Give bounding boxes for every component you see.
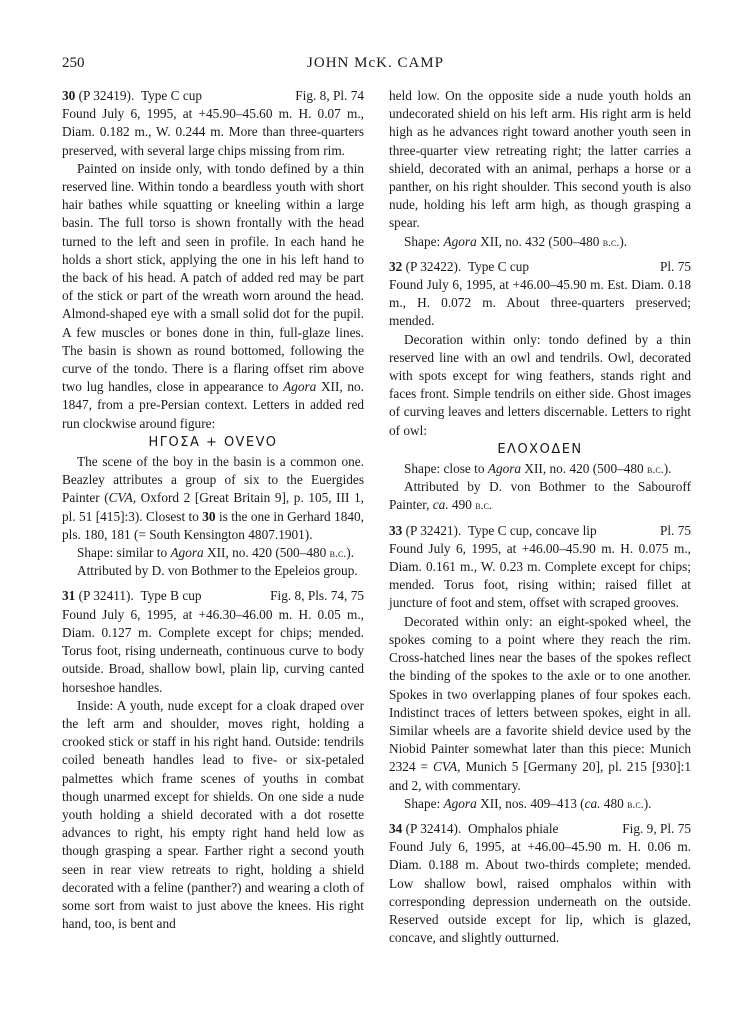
vessel-type: Omphalos phiale (467, 820, 559, 836)
figure-reference: Pl. 75 (659, 258, 691, 274)
vessel-type: Type C cup, concave lip (467, 522, 597, 538)
entry-32-attribution: Attributed by D. von Bothmer to the Sabouroff Painter, ca. 490 b.c. (389, 479, 691, 513)
entry-30-shape: Shape: similar to Agora XII, no. 420 (500–480 b.c.). (77, 545, 355, 561)
running-head: JOHN McK. CAMP (307, 55, 444, 71)
entry-number: 31 (62, 588, 76, 604)
entry-33-heading (389, 522, 691, 540)
left-column (62, 87, 364, 933)
inventory-number: (P 32422). (405, 258, 462, 274)
entry-30-findspot: Found July 6, 1995, at +45.90–45.60 m. H. 0.07 m., Diam. 0.182 m., W. 0.244 m. More than three-quarters preserved, with several large chips missing from rim. (62, 106, 364, 158)
entry-number: 33 (389, 522, 403, 538)
page-number: 250 (62, 55, 85, 71)
entry-30-commentary: The scene of the boy in the basin is a common one. Beazley attributes a group of six to the Euergides Painter (CVA, Oxford 2 [Great Britain 9], p. 105, III 1, pl. 51 [415]:3). Closest to 30 is the one in Gerhard 1840, pls. 180, 181 (= South Kensington 4807.1901). (62, 454, 365, 542)
entry-32-inscription: ΕΛΟΧΟΔΕΝ (497, 441, 583, 457)
figure-reference: Pl. 75 (659, 522, 691, 538)
entry-number: 34 (389, 820, 403, 836)
figure-reference: Fig. 9, Pl. 75 (622, 820, 691, 836)
inventory-number: (P 32419). (78, 88, 135, 103)
entry-31-heading (62, 587, 364, 605)
entry-31-description-continued: held low. On the opposite side a nude youth holds an undecorated shield on his left arm. His right arm is held high as he advances right toward another youth seen in three-quarter view retreating right; the latter carries a shield, decorated with an animal, perhaps a horse or a panther, on his right shoulder. This second youth is also nude, holding his left arm high, as though grasping a spear. (389, 88, 691, 231)
entry-30-attribution: Attributed by D. von Bothmer to the Epeleios group. (77, 563, 358, 579)
entry-33-findspot: Found July 6, 1995, at +46.00–45.90 m. H. 0.075 m., Diam. 0.161 m., W. 0.23 m. Complete except for chips; mended. Torus foot, rising within; raised fillet at juncture of foot and stem, offset with scraped grooves. (389, 540, 691, 611)
entry-33-description: Decorated within only: an eight-spoked wheel, the spokes coming to a point where they reach the rim. Cross-hatched lines near the bases of the spokes reflect the binding of the spokes to the axle or to one another. Spokes in two overlapping planes of four spokes each. Indistinct traces of letters between spokes, eight in all. Similar wheels are a favorite shield device used by the Niobid Painter somewhat later than this piece: Munich 2324 = CVA, Munich 5 [Germany 20], pl. 215 [930]:1 and 2, with commentary. (389, 613, 691, 793)
entry-32-description: Decoration within only: tondo defined by a thin reserved line with an owl and tendrils. Owl, decorated with spots except for wing feathers, stands right and faces front. Simple tendrils on either side. Ghost images of curving leaves and letters discernable. Letters to right of owl: (389, 331, 691, 438)
figure-reference: Fig. 8, Pls. 74, 75 (270, 588, 364, 604)
entry-32-shape: Shape: close to Agora XII, no. 420 (500–480 b.c.). (404, 461, 672, 477)
right-column (389, 87, 691, 947)
entry-31-description: Inside: A youth, nude except for a cloak draped over the left arm and shoulder, moves right, holding a crooked stick or staff in his right hand. Outside: tendrils coiled beneath handles lead to five- or six-petaled palmettes which frame scenes of youths in combat though unarmed except for shields. On one side a nude youth holding a shield decorated with a dot rosette advances to right, his empty right hand held low as though grasping a spear. Farther right a second youth seen in rear view retreats to right, holding a shield decorated with a feline (panther?) and wearing a cloth of some sort from waist to just above the knees. His right hand, too, is bent and (62, 697, 364, 932)
inventory-number: (P 32414). (405, 820, 462, 836)
inventory-number: (P 32411). (78, 588, 134, 604)
entry-33-shape: Shape: Agora XII, nos. 409–413 (ca. 480 b.c.). (404, 795, 652, 811)
figure-reference: Fig. 8, Pl. 74 (295, 88, 364, 103)
vessel-type: Type B cup (140, 588, 202, 604)
entry-30-heading (62, 87, 364, 105)
vessel-type: Type C cup (140, 88, 203, 103)
entry-number: 30 (62, 88, 76, 103)
entry-34-heading (389, 820, 691, 838)
entry-32-findspot: Found July 6, 1995, at +46.00–45.90 m. Est. Diam. 0.18 m., H. 0.072 m. About three-quarters preserved; mended. (389, 277, 691, 329)
vessel-type: Type C cup (467, 258, 530, 274)
entry-32-heading (389, 258, 691, 276)
entry-31-findspot: Found July 6, 1995, at +46.30–46.00 m. H. 0.05 m., Diam. 0.127 m. Complete except for chips; mended. Torus foot, rising underneath, continuous curve to body outside. Broad, shallow bowl, plain lip, curving canted horseshoe handles. (62, 606, 364, 695)
entry-30-inscription: HΓΟΣA + OVEVO (148, 434, 278, 450)
entry-number: 32 (389, 258, 403, 274)
inventory-number: (P 32421). (405, 522, 462, 538)
entry-31-shape: Shape: Agora XII, no. 432 (500–480 b.c.). (404, 233, 628, 249)
entry-30-description: Painted on inside only, with tondo defined by a thin reserved line. Within tondo a beardless youth with short hair bathes while squatting or kneeling within a large basin. The full torso is shown frontally with the head turned to the left and seen in profile. In each hand he holds a short stick, applying the one in his left hand to the back of his head. A patch of added red may be part of the stick or part of the wreath worn around the head. Almond-shaped eye with a small solid dot for the pupil. A few muscles or bones done in thin, full-glaze lines. The basin is shown as round bottomed, following the curve of the tondo. There is a flaring offset rim above two lug handles, close in appearance to Agora XII, no. 1847, from a pre-Persian context. Letters in added red run clockwise around figure: (62, 160, 364, 431)
entry-34-findspot: Found July 6, 1995, at +46.00–45.90 m. H. 0.06 m. Diam. 0.188 m. About two-thirds complete; mended. Low shallow bowl, raised omphalos within with corresponding depression underneath on the outside. Reserved outside except for lip, which is glazed, concave, and slightly outturned. (389, 839, 691, 946)
